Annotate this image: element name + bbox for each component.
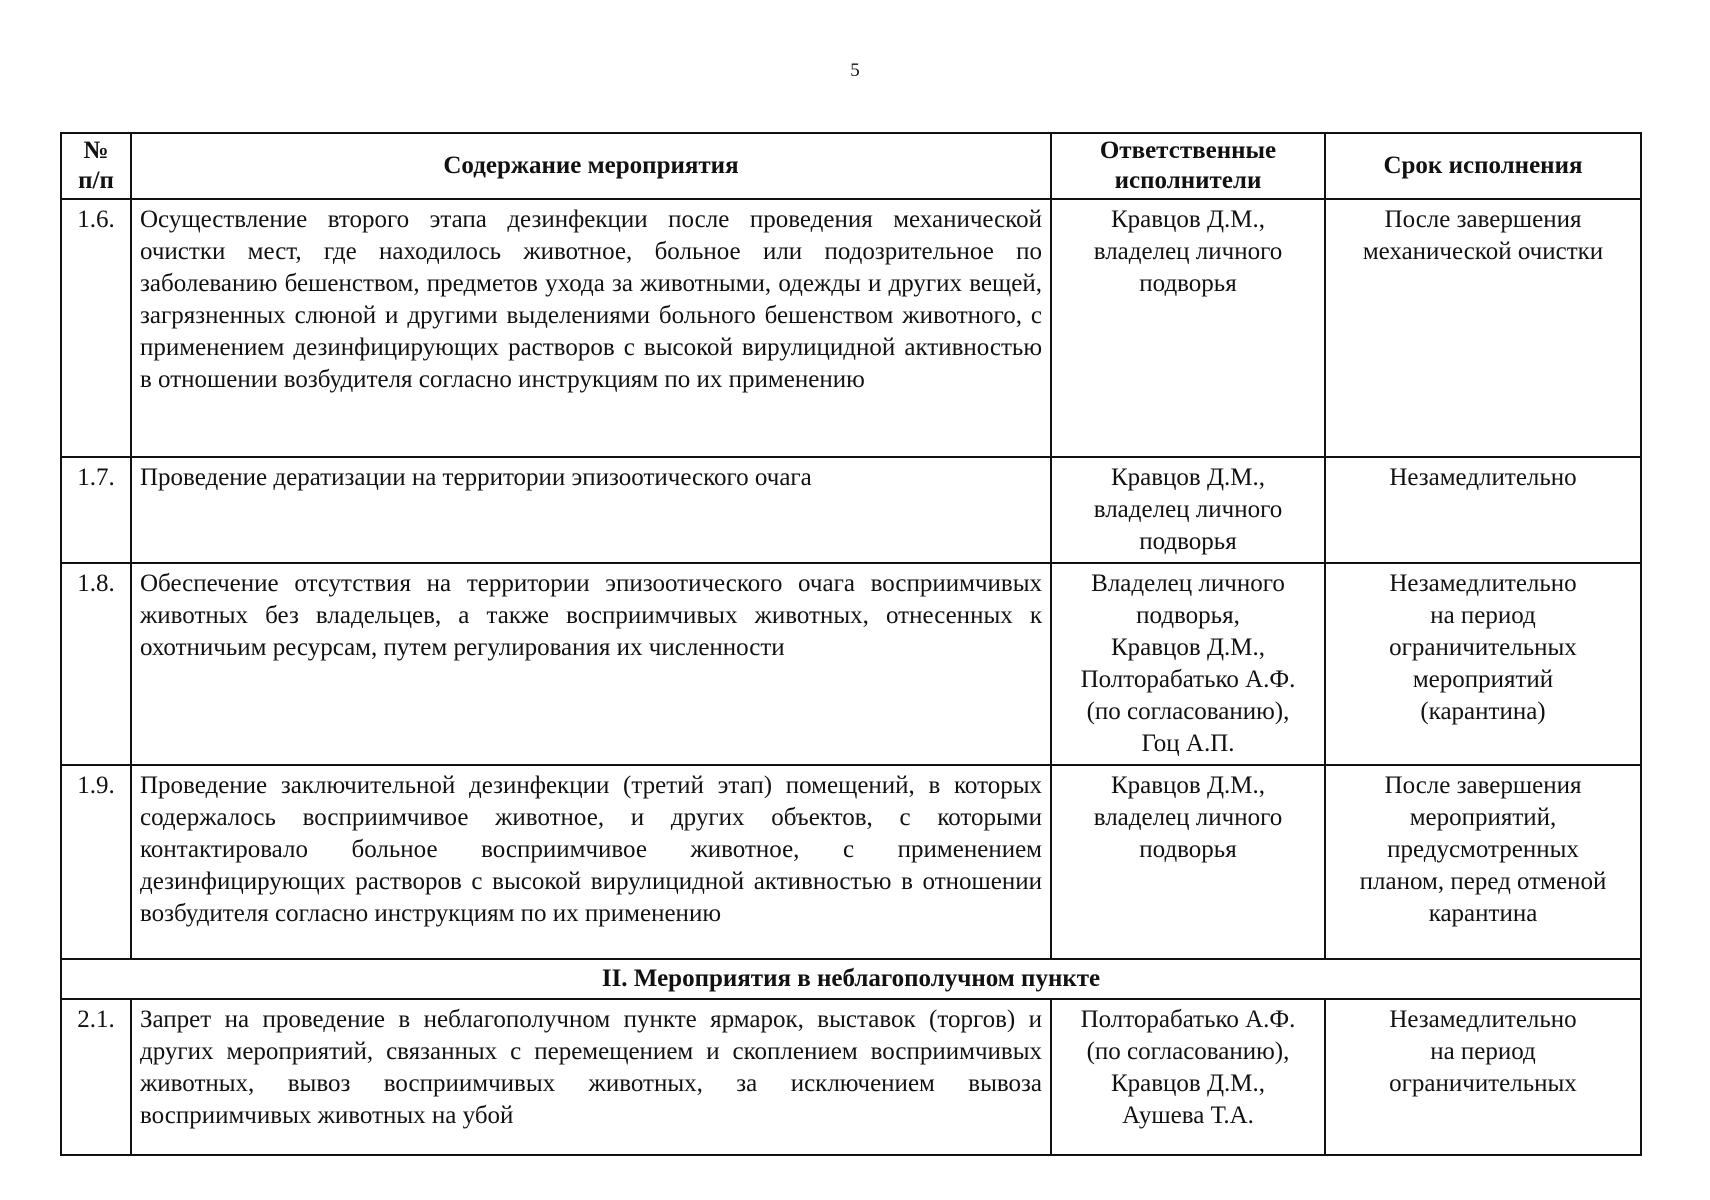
row-number: 1.7.	[61, 457, 131, 563]
row-number: 2.1.	[61, 999, 131, 1155]
measures-table	[60, 132, 1642, 1156]
row-content: Осуществление второго этапа дезинфекции после проведения механической очистки мест, где находилось животное, больное или подозрительное по заболеванию бешенством, предметов ухода за животными, одежды и других вещей, загрязненных слюной и другими выделениями больного бешенством животного, с применением дезинфицирующих растворов с высокой вирулицидной активностью в отношении возбудителя согласно инструкциям по их применению	[131, 199, 1051, 457]
header-deadline: Срок исполнения	[1325, 133, 1641, 199]
row-deadline: Незамедлительно на период ограничительных мероприятий (карантина)	[1325, 563, 1641, 765]
table-row	[61, 765, 1641, 959]
row-content: Проведение заключительной дезинфекции (третий этап) помещений, в которых содержалось восприимчивое животное, и других объектов, с которыми контактировало больное восприимчивое животное, с применением дезинфицирующих растворов с высокой вирулицидной активностью в отношении возбудителя согласно инструкциям по их применению	[131, 765, 1051, 959]
table-row	[61, 199, 1641, 457]
header-num: № п/п	[61, 133, 131, 199]
row-responsible: Кравцов Д.М., владелец личного подворья	[1051, 765, 1325, 959]
table-header-row	[61, 133, 1641, 199]
section-row	[61, 959, 1641, 999]
row-deadline: После завершения механической очистки	[1325, 199, 1641, 457]
row-responsible: Кравцов Д.М., владелец личного подворья	[1051, 199, 1325, 457]
row-content: Обеспечение отсутствия на территории эпизоотического очага восприимчивых животных без владельцев, а также восприимчивых животных, отнесенных к охотничьим ресурсам, путем регулирования их численности	[131, 563, 1051, 765]
row-responsible: Владелец личного подворья, Кравцов Д.М., Полторабатько А.Ф. (по согласованию), Гоц А.П.	[1051, 563, 1325, 765]
row-content: Запрет на проведение в неблагополучном пункте ярмарок, выставок (торгов) и других мероприятий, связанных с перемещением и скоплением восприимчивых животных, вывоз восприимчивых животных, за исключением вывоза восприимчивых животных на убой	[131, 999, 1051, 1155]
table-row	[61, 457, 1641, 563]
table-row	[61, 563, 1641, 765]
row-number: 1.6.	[61, 199, 131, 457]
section-heading: II. Мероприятия в неблагополучном пункте	[61, 959, 1641, 999]
page-number: 5	[850, 60, 860, 81]
row-responsible: Полторабатько А.Ф. (по согласованию), Кравцов Д.М., Аушева Т.А.	[1051, 999, 1325, 1155]
header-content: Содержание мероприятия	[131, 133, 1051, 199]
table-row	[61, 999, 1641, 1155]
row-deadline: Незамедлительно	[1325, 457, 1641, 563]
row-deadline: После завершения мероприятий, предусмотренных планом, перед отменой карантина	[1325, 765, 1641, 959]
row-responsible: Кравцов Д.М., владелец личного подворья	[1051, 457, 1325, 563]
header-responsible: Ответственные исполнители	[1051, 133, 1325, 199]
row-content: Проведение дератизации на территории эпизоотического очага	[131, 457, 1051, 563]
row-number: 1.8.	[61, 563, 131, 765]
row-number: 1.9.	[61, 765, 131, 959]
row-deadline: Незамедлительно на период ограничительных	[1325, 999, 1641, 1155]
